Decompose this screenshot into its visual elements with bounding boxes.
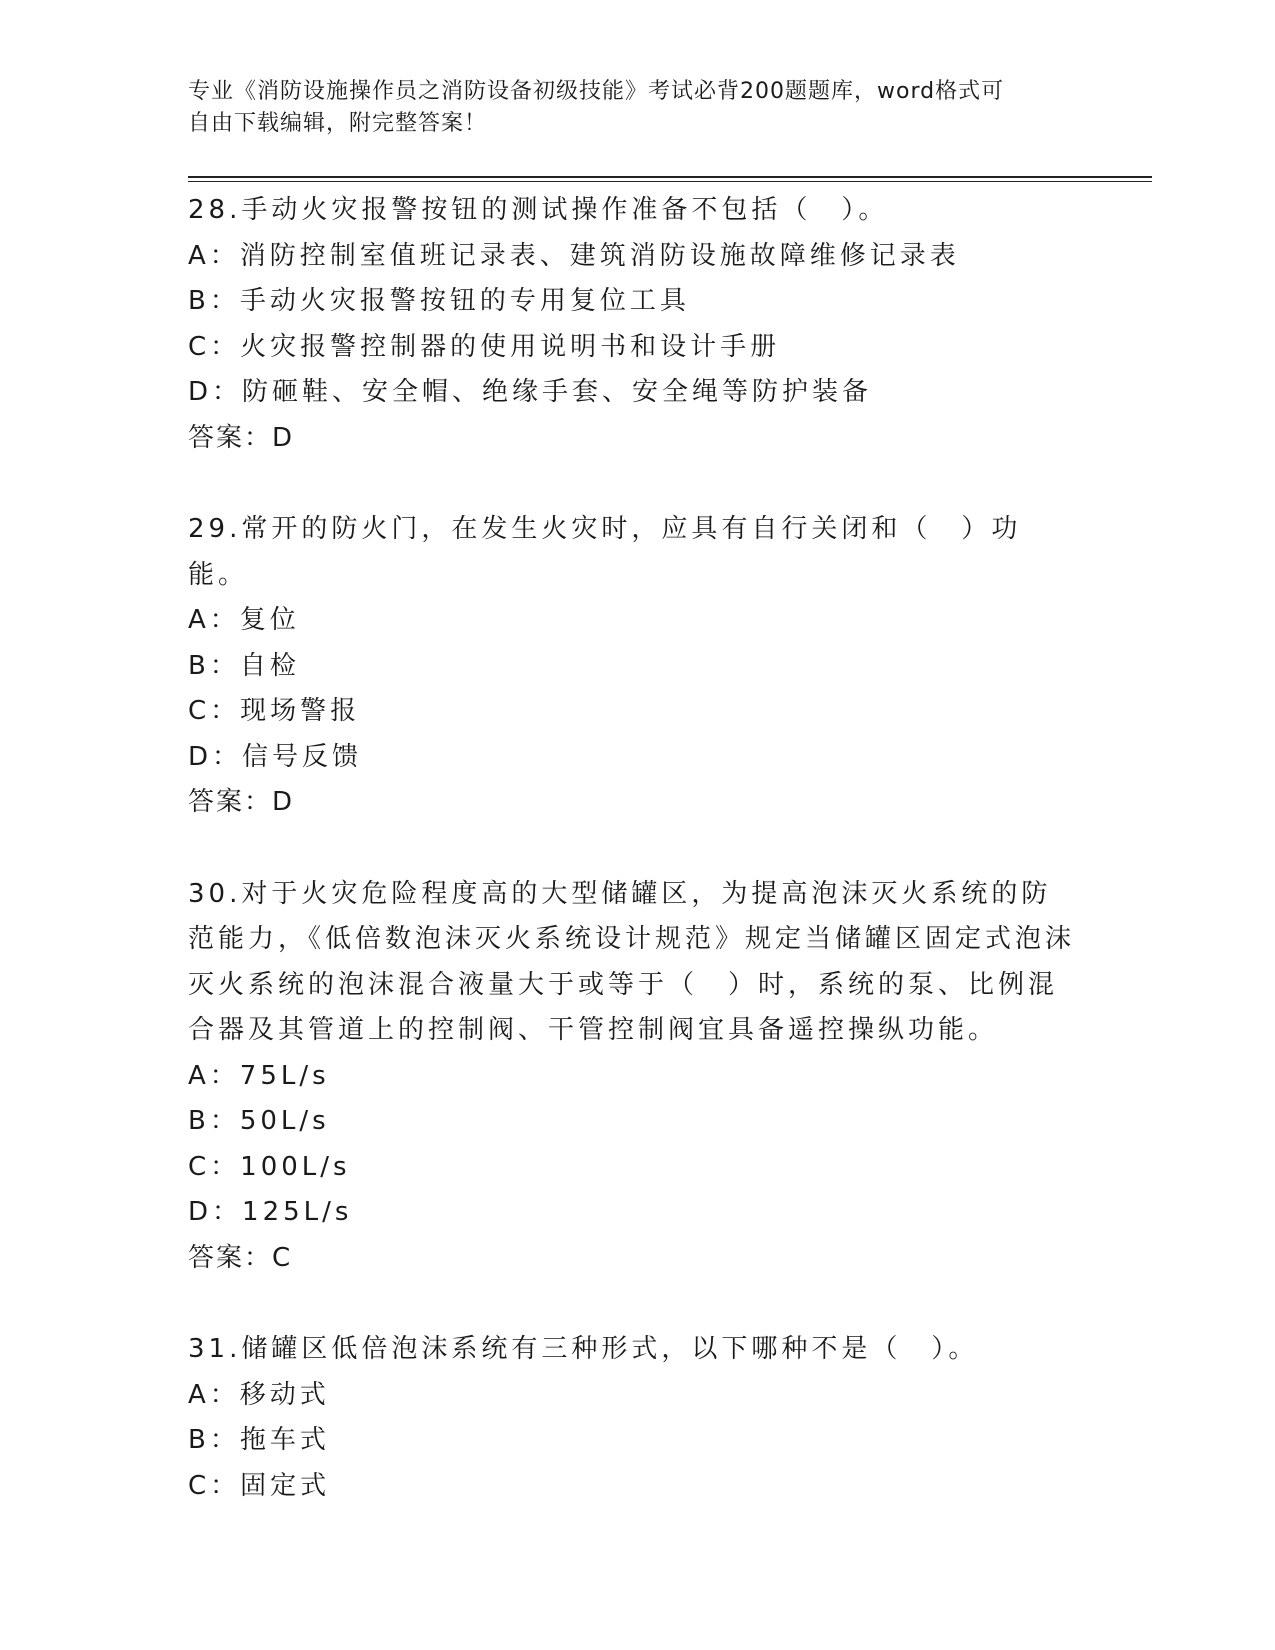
option-c: C：固定式 [188, 1470, 331, 1501]
option-b: B：自检 [188, 650, 300, 681]
answer-label: 答案： [188, 1242, 273, 1273]
option-a: A：消防控制室值班记录表、建筑消防设施故障维修记录表 [188, 240, 960, 271]
answer-value: D [272, 787, 295, 817]
question-28 [188, 188, 1078, 461]
answer-line [188, 1236, 1078, 1282]
header-divider-thin [188, 181, 1152, 182]
header-divider-thick [188, 176, 1152, 178]
option-a: A：移动式 [188, 1379, 330, 1410]
option-b: B：50L/s [188, 1106, 330, 1136]
question-list [188, 188, 1078, 1555]
option-c: C：现场警报 [188, 696, 361, 726]
answer-label: 答案： [188, 787, 273, 817]
header-line-1: 专业《消防设施操作员之消防设备初级技能》考试必背200题题库，word格式可 [188, 79, 1005, 104]
option-b: B：手动火灾报警按钮的专用复位工具 [188, 286, 690, 316]
question-30 [188, 872, 1078, 1282]
option-c: C：火灾报警控制器的使用说明书和设计手册 [188, 331, 781, 362]
option-d: D：信号反馈 [188, 741, 363, 772]
question-stem: 29.常开的防火门，在发生火灾时，应具有自行关闭和（ ）功能。 [188, 514, 1022, 590]
answer-label: 答案： [188, 422, 273, 453]
option-a: A：复位 [188, 605, 300, 635]
question-29 [188, 507, 1078, 826]
question-31 [188, 1327, 1078, 1509]
answer-line [188, 416, 1078, 462]
answer-value: D [272, 422, 295, 453]
answer-line [188, 780, 1078, 826]
question-stem: 31.储罐区低倍泡沫系统有三种形式，以下哪种不是（ ）。 [188, 1334, 979, 1364]
header-line-2: 自由下载编辑，附完整答案！ [188, 111, 488, 136]
question-stem: 30.对于火灾危险程度高的大型储罐区，为提高泡沫灭火系统的防范能力，《低倍数泡沫灭火系统设计规范》规定当储罐区固定式泡沫灭火系统的泡沫混合液量大于或等于（ ）时，系统的泵、比例混合器及其管道上的控制阀、干管控制阀宜具备遥控操纵功能。 [188, 878, 1076, 1045]
document-header [188, 76, 1068, 140]
option-d: D：防砸鞋、安全帽、绝缘手套、安全绳等防护装备 [188, 377, 873, 407]
question-stem: 28.手动火灾报警按钮的测试操作准备不包括（ ）。 [188, 195, 889, 225]
option-c: C：100L/s [188, 1151, 351, 1182]
option-a: A：75L/s [188, 1060, 330, 1091]
option-d: D：125L/s [188, 1197, 353, 1227]
option-b: B：拖车式 [188, 1425, 330, 1455]
answer-value: C [272, 1242, 293, 1273]
